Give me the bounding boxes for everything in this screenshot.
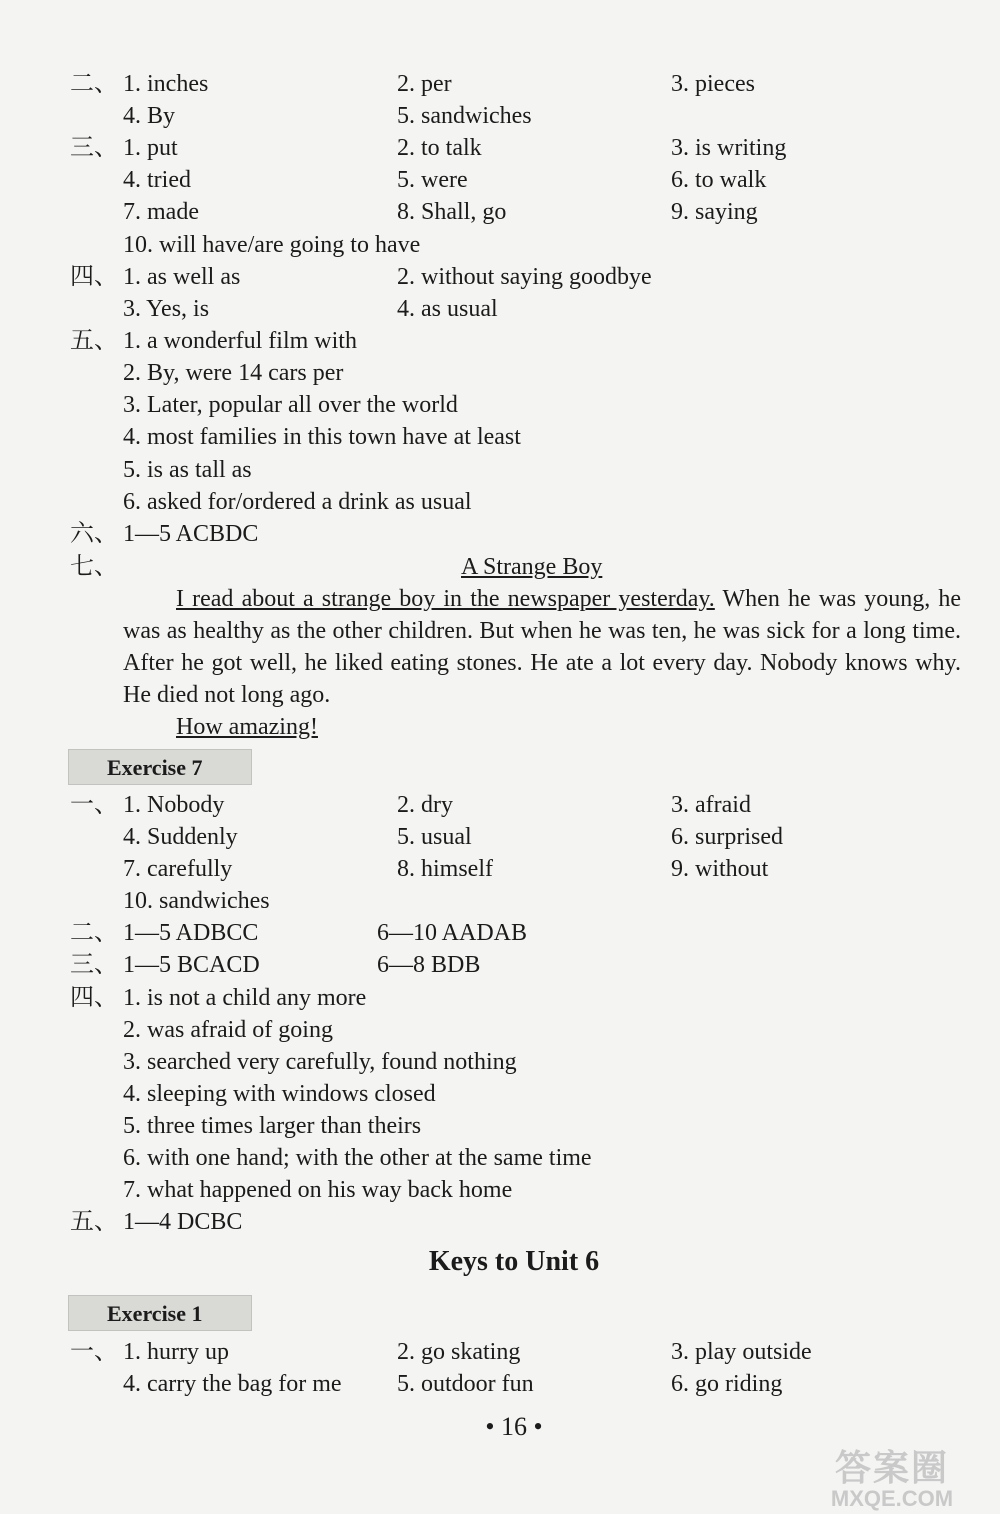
answer-row xyxy=(0,917,1000,949)
essay-title: A Strange Boy xyxy=(461,554,603,580)
answer-row xyxy=(0,949,1000,981)
exercise-heading: Exercise 7 xyxy=(68,749,252,785)
answer-item: 6. asked for/ordered a drink as usual xyxy=(123,489,472,515)
answer-row xyxy=(0,518,1000,550)
answer-item: 2. By, were 14 cars per xyxy=(123,360,344,386)
answer-item: 1. hurry up xyxy=(123,1339,229,1365)
answer-item: 4. tried xyxy=(123,167,191,193)
answer-row xyxy=(0,789,1000,821)
essay-first-sentence: I read about a strange boy in the newspaper yesterday. xyxy=(176,586,715,612)
answer-item: 4. sleeping with windows closed xyxy=(123,1081,436,1107)
answer-row xyxy=(0,68,1000,100)
answer-item: 7. what happened on his way back home xyxy=(123,1177,513,1203)
answer-item: 2. to talk xyxy=(397,135,482,161)
section-label: 七、 xyxy=(70,554,118,580)
section-label: 三、 xyxy=(70,952,118,978)
exercise-heading: Exercise 1 xyxy=(68,1295,252,1331)
answer-item: 2. per xyxy=(397,71,452,97)
section-label: 三、 xyxy=(70,135,118,161)
answer-item: 4. carry the bag for me xyxy=(123,1371,342,1397)
section-label: 六、 xyxy=(70,521,118,547)
answer-row xyxy=(0,1078,1000,1110)
answer-row xyxy=(0,1046,1000,1078)
answer-item: 5. usual xyxy=(397,824,472,850)
answer-row xyxy=(0,325,1000,357)
answer-item: 5. is as tall as xyxy=(123,457,252,483)
essay-closing: How amazing! xyxy=(176,714,318,740)
answer-item: 4. as usual xyxy=(397,296,498,322)
answer-row xyxy=(0,389,1000,421)
answer-item: 5. sandwiches xyxy=(397,103,532,129)
answer-row xyxy=(0,711,1000,743)
answer-row xyxy=(0,821,1000,853)
answer-item: 1—4 DCBC xyxy=(123,1209,243,1235)
answer-row xyxy=(0,164,1000,196)
watermark-url: MXQE.COM xyxy=(830,1486,954,1511)
answer-row xyxy=(0,100,1000,132)
answer-item: 3. play outside xyxy=(671,1339,812,1365)
answer-item: 8. Shall, go xyxy=(397,199,507,225)
section-label: 五、 xyxy=(70,1209,118,1235)
answer-item: 6—8 BDB xyxy=(377,952,481,978)
answer-item: 1. Nobody xyxy=(123,792,225,818)
answer-row xyxy=(0,1336,1000,1368)
section-label: 五、 xyxy=(70,328,118,354)
page-number: • 16 • xyxy=(485,1412,543,1441)
answer-item: 6. go riding xyxy=(671,1371,783,1397)
answer-item: 10. sandwiches xyxy=(123,888,270,914)
answer-row xyxy=(0,551,1000,583)
answer-item: 5. were xyxy=(397,167,468,193)
answer-row xyxy=(0,1014,1000,1046)
answer-row xyxy=(0,1142,1000,1174)
answer-item: 2. without saying goodbye xyxy=(397,264,652,290)
answer-row xyxy=(0,229,1000,261)
answer-item: 3. pieces xyxy=(671,71,755,97)
answer-item: 4. most families in this town have at least xyxy=(123,424,521,450)
answer-row xyxy=(0,293,1000,325)
answer-item: 3. Yes, is xyxy=(123,296,210,322)
answer-row xyxy=(0,357,1000,389)
answer-item: 4. By xyxy=(123,103,176,129)
answer-row xyxy=(0,853,1000,885)
section-label: 一、 xyxy=(70,792,118,818)
answer-item: 10. will have/are going to have xyxy=(123,232,421,258)
answer-item: 7. made xyxy=(123,199,199,225)
section-label: 一、 xyxy=(70,1339,118,1365)
essay-body: When he was young, he was as healthy as the other children. But when he was ten, he was sick for a long time. After he got well, he liked eating stones. He ate a lot every day. Nobody knows why. He died not long ago. xyxy=(123,586,961,708)
unit-title: Keys to Unit 6 xyxy=(428,1246,600,1277)
answer-row xyxy=(0,1110,1000,1142)
answer-row xyxy=(0,1206,1000,1238)
answer-row xyxy=(0,982,1000,1014)
answer-row xyxy=(0,885,1000,917)
answer-item: 1. inches xyxy=(123,71,209,97)
answer-row xyxy=(0,1368,1000,1400)
answer-row xyxy=(0,486,1000,518)
answer-item: 2. dry xyxy=(397,792,453,818)
answer-row xyxy=(0,1174,1000,1206)
answer-item: 9. saying xyxy=(671,199,758,225)
answer-row xyxy=(0,132,1000,164)
answer-item: 6. to walk xyxy=(671,167,767,193)
answer-item: 5. outdoor fun xyxy=(397,1371,534,1397)
answer-item: 3. searched very carefully, found nothing xyxy=(123,1049,517,1075)
answer-item: 2. go skating xyxy=(397,1339,521,1365)
answer-item: 9. without xyxy=(671,856,769,882)
answer-item: 3. Later, popular all over the world xyxy=(123,392,458,418)
answer-row xyxy=(0,454,1000,486)
answer-item: 4. Suddenly xyxy=(123,824,238,850)
answer-item: 1. a wonderful film with xyxy=(123,328,357,354)
answer-item: 3. afraid xyxy=(671,792,751,818)
watermark-logo xyxy=(792,1447,992,1511)
watermark-text: 答案圈 xyxy=(834,1447,949,1488)
answer-item: 6—10 AADAB xyxy=(377,920,528,946)
answer-item: 7. carefully xyxy=(123,856,233,882)
answer-item: 5. three times larger than theirs xyxy=(123,1113,422,1139)
section-label: 四、 xyxy=(70,264,118,290)
answer-item: 1—5 ADBCC xyxy=(123,920,259,946)
section-label: 二、 xyxy=(70,71,118,97)
answer-item: 2. was afraid of going xyxy=(123,1017,333,1043)
answer-row xyxy=(0,261,1000,293)
section-label: 二、 xyxy=(70,920,118,946)
answer-item: 1. put xyxy=(123,135,178,161)
answer-item: 6. surprised xyxy=(671,824,783,850)
answer-row xyxy=(0,421,1000,453)
answer-item: 1. is not a child any more xyxy=(123,985,367,1011)
answer-item: 8. himself xyxy=(397,856,493,882)
essay-paragraph xyxy=(123,583,961,711)
section-label: 四、 xyxy=(70,985,118,1011)
answer-item: 3. is writing xyxy=(671,135,787,161)
answer-row xyxy=(0,196,1000,228)
answer-item: 6. with one hand; with the other at the same time xyxy=(123,1145,592,1171)
answer-item: 1—5 ACBDC xyxy=(123,521,259,547)
answer-item: 1. as well as xyxy=(123,264,241,290)
answer-item: 1—5 BCACD xyxy=(123,952,260,978)
